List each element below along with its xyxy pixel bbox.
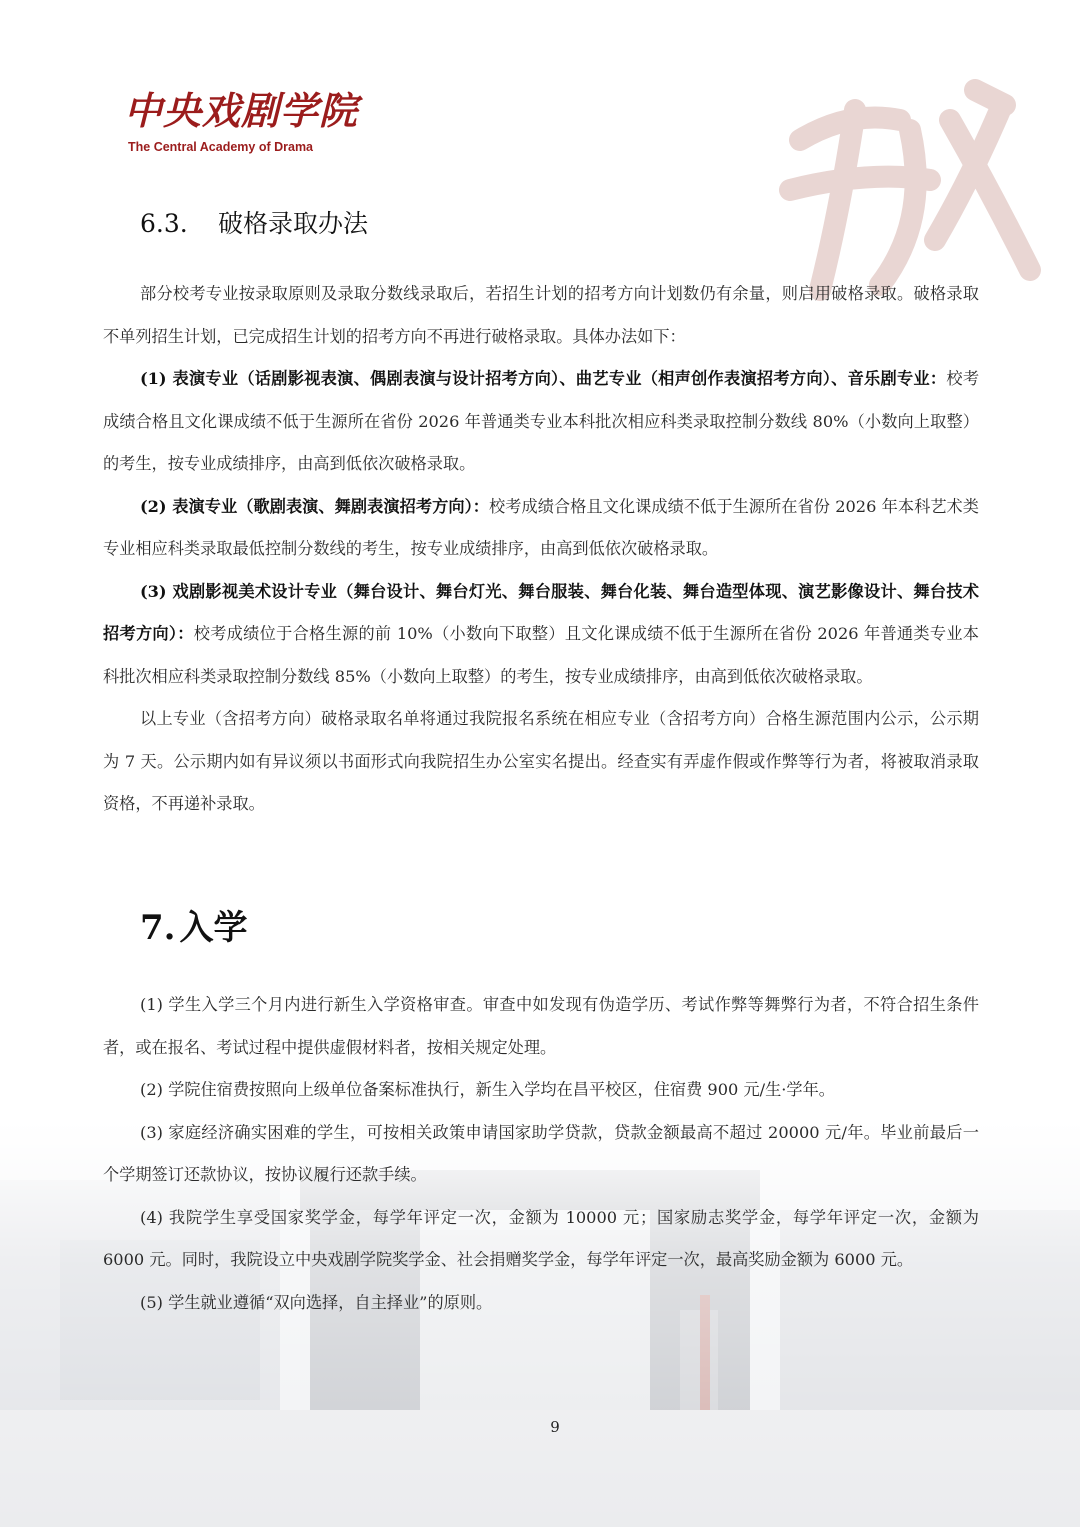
paragraph-text: 校考成绩合格且文化课成绩不低于生源所在省份 2026 年普通类专业本科批次相应科类录取控制分数线 80%（小数向上取整）的考生，按专业成绩排序，由高到低依次破格录取。 — [103, 369, 980, 473]
paragraph — [103, 358, 979, 486]
academy-logo — [124, 74, 359, 160]
chapter-number: 7. — [140, 908, 176, 948]
paragraph-lead: (1) 表演专业（话剧影视表演、偶剧表演与设计招考方向）、曲艺专业（相声创作表演招考方向）、音乐剧专业： — [140, 369, 947, 388]
paragraph — [103, 273, 979, 358]
paragraph: (1) 学生入学三个月内进行新生入学资格审查。审查中如发现有伪造学历、考试作弊等舞弊行为者，不符合招生条件者，或在报名、考试过程中提供虚假材料者，按相关规定处理。 — [103, 995, 979, 1057]
paragraph-lead: (2) 表演专业（歌剧表演、舞剧表演招考方向）： — [140, 496, 489, 516]
paragraph: (4) 我院学生享受国家奖学金，每学年评定一次，金额为 10000 元；国家励志奖学金，每学年评定一次，金额为 6000 元。同时，我院设立中央戏剧学院奖学金、社会捐赠奖学金，每学年评定一次，最高奖励金额为 6000 元。 — [103, 1207, 979, 1269]
breakthrough-admission-text — [103, 273, 979, 826]
paragraph — [103, 571, 979, 699]
enrollment-text — [103, 984, 979, 1324]
section-heading-6-3 — [140, 204, 368, 240]
paragraph-text: 校考成绩位于合格生源的前 10%（小数向下取整）且文化课成绩不低于生源所在省份 2026 年普通类专业本科批次相应科类录取控制分数线 85%（小数向上取整）的考生，按专业成绩排序，由高到低依次破格录取。 — [103, 624, 979, 686]
paragraph: (2) 学院住宿费按照向上级单位备案标准执行，新生入学均在昌平校区，住宿费 900 元/生·学年。 — [140, 1080, 835, 1099]
chapter-title: 入学 — [179, 908, 248, 948]
paragraph — [103, 698, 979, 826]
paragraph-text: 以上专业（含招考方向）破格录取名单将通过我院报名系统在相应专业（含招考方向）合格生源范围内公示，公示期为 7 天。公示期内如有异议须以书面形式向我院招生办公室实名提出。经查实有弄虚作假或作弊等行为者，将被取消录取资格，不再递补录取。 — [103, 709, 979, 813]
logo-english-name: The Central Academy of Drama — [128, 140, 314, 154]
page-number: 9 — [550, 1418, 560, 1436]
paragraph: (3) 家庭经济确实困难的学生，可按相关政策申请国家助学贷款，贷款金额最高不超过 20000 元/年。毕业前最后一个学期签订还款协议，按协议履行还款手续。 — [103, 1122, 979, 1184]
section-title: 破格录取办法 — [218, 209, 369, 238]
paragraph — [103, 486, 979, 571]
logo-chinese-name: 中央戏剧学院 — [124, 88, 359, 133]
paragraph: (5) 学生就业遵循“双向选择，自主择业”的原则。 — [140, 1292, 493, 1312]
chapter-heading-7 — [140, 900, 248, 949]
section-number: 6.3. — [140, 209, 188, 238]
paragraph-text: 部分校考专业按录取原则及录取分数线录取后，若招生计划的招考方向计划数仍有余量，则启用破格录取。破格录取不单列招生计划，已完成招生计划的招考方向不再进行破格录取。具体办法如下： — [103, 284, 979, 346]
paragraph-text: 校考成绩合格且文化课成绩不低于生源所在省份 2026 年本科艺术类专业相应科类录取最低控制分数线的考生，按专业成绩排序，由高到低依次破格录取。 — [103, 496, 979, 558]
paragraph-lead: (3) 戏剧影视美术设计专业（舞台设计、舞台灯光、舞台服装、舞台化装、舞台造型体现、演艺影像设计、舞台技术招考方向）： — [103, 581, 979, 643]
